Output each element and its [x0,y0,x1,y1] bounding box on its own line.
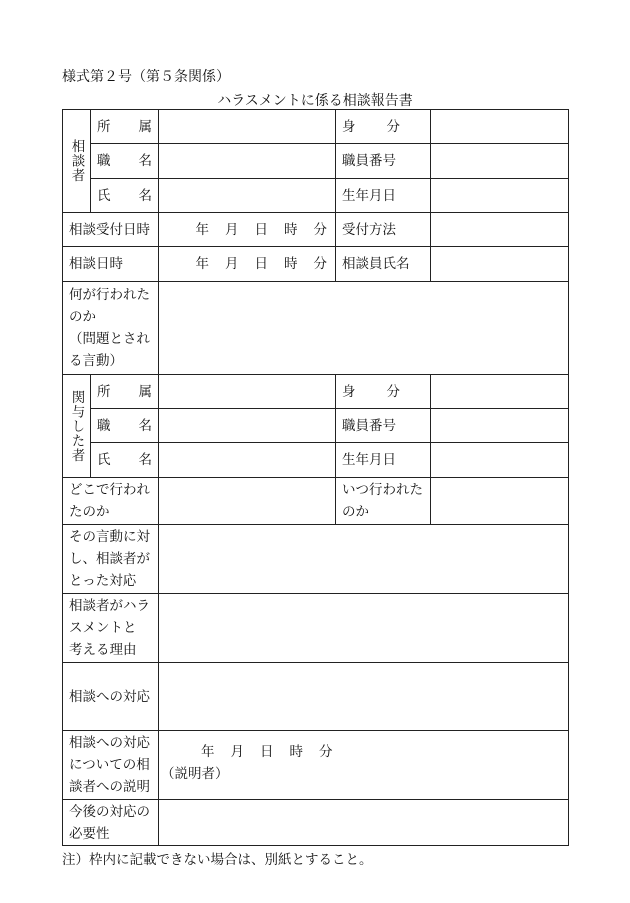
explainer-label: （説明者） [161,766,229,782]
reception-datetime-field[interactable] [159,213,336,247]
consultant-position-label: 職名 [91,144,159,179]
reason-label: 相談者がハラ スメントと 考える理由 [63,594,159,663]
when-label: いつ行われた のか [336,478,431,525]
where-field[interactable] [159,478,336,525]
involved-birthdate-field[interactable] [431,443,569,478]
what-happened-label: 何が行われた のか （問題とされ る言動） [63,282,159,375]
unit-day: 日 [254,256,268,272]
involved-name-label: 氏名 [91,443,159,478]
unit-minute: 分 [313,256,327,272]
involved-status-field[interactable] [431,375,569,409]
involved-affiliation-label: 所属 [91,375,159,409]
consultant-response-label: その言動に対 し、相談者が とった対応 [63,525,159,594]
unit-day: 日 [260,744,274,760]
consultant-employee-no-label: 職員番号 [336,144,431,179]
what-happened-field[interactable] [159,282,569,375]
unit-year: 年 [201,744,215,760]
unit-year: 年 [195,256,209,272]
footnote: 注）枠内に記載できない場合は、別紙とすること。 [62,852,373,868]
consult-datetime-field[interactable] [159,247,336,282]
explanation-label: 相談への対応 についての相 談者への説明 [63,731,159,800]
when-field[interactable] [431,478,569,525]
consultant-status-field[interactable] [431,110,569,144]
unit-hour: 時 [289,744,303,760]
unit-hour: 時 [284,221,298,238]
staff-name-field[interactable] [431,247,569,282]
unit-month: 月 [225,221,239,238]
handling-label: 相談への対応 [63,663,159,731]
consultant-name-field[interactable] [159,179,336,213]
consultant-response-field[interactable] [159,525,569,594]
involved-birthdate-label: 生年月日 [336,443,431,478]
involved-employee-no-label: 職員番号 [336,409,431,443]
involved-employee-no-field[interactable] [431,409,569,443]
handling-field[interactable] [159,663,569,731]
consultant-group-label: 相談者 [63,110,91,213]
document-title: ハラスメントに係る相談報告書 [217,93,413,109]
necessity-label: 今後の対応の 必要性 [63,800,159,846]
unit-minute: 分 [313,221,327,238]
involved-status-label: 身分 [336,375,431,409]
consultant-birthdate-label: 生年月日 [336,179,431,213]
consultant-affiliation-label: 所属 [91,110,159,144]
consult-datetime-label: 相談日時 [63,247,159,282]
involved-group-label: 関与した者 [63,375,91,478]
where-label: どこで行われ たのか [63,478,159,525]
consultant-birthdate-field[interactable] [431,179,569,213]
involved-position-field[interactable] [159,409,336,443]
necessity-field[interactable] [159,800,569,846]
staff-name-label: 相談員氏名 [336,247,431,282]
reception-method-field[interactable] [431,213,569,247]
unit-year: 年 [195,221,209,238]
consultant-employee-no-field[interactable] [431,144,569,179]
involved-affiliation-field[interactable] [159,375,336,409]
unit-minute: 分 [319,744,333,760]
reception-datetime-label: 相談受付日時 [63,213,159,247]
form-number: 様式第２号（第５条関係） [62,69,230,85]
report-form [62,109,569,846]
consultant-position-field[interactable] [159,144,336,179]
consultant-name-label: 氏名 [91,179,159,213]
unit-day: 日 [254,221,268,238]
involved-position-label: 職名 [91,409,159,443]
explanation-field[interactable] [159,731,569,800]
reception-method-label: 受付方法 [336,213,431,247]
reason-field[interactable] [159,594,569,663]
unit-month: 月 [225,256,239,272]
consultant-affiliation-field[interactable] [159,110,336,144]
unit-month: 月 [230,744,244,760]
involved-name-field[interactable] [159,443,336,478]
unit-hour: 時 [284,256,298,272]
consultant-status-label: 身分 [336,110,431,144]
